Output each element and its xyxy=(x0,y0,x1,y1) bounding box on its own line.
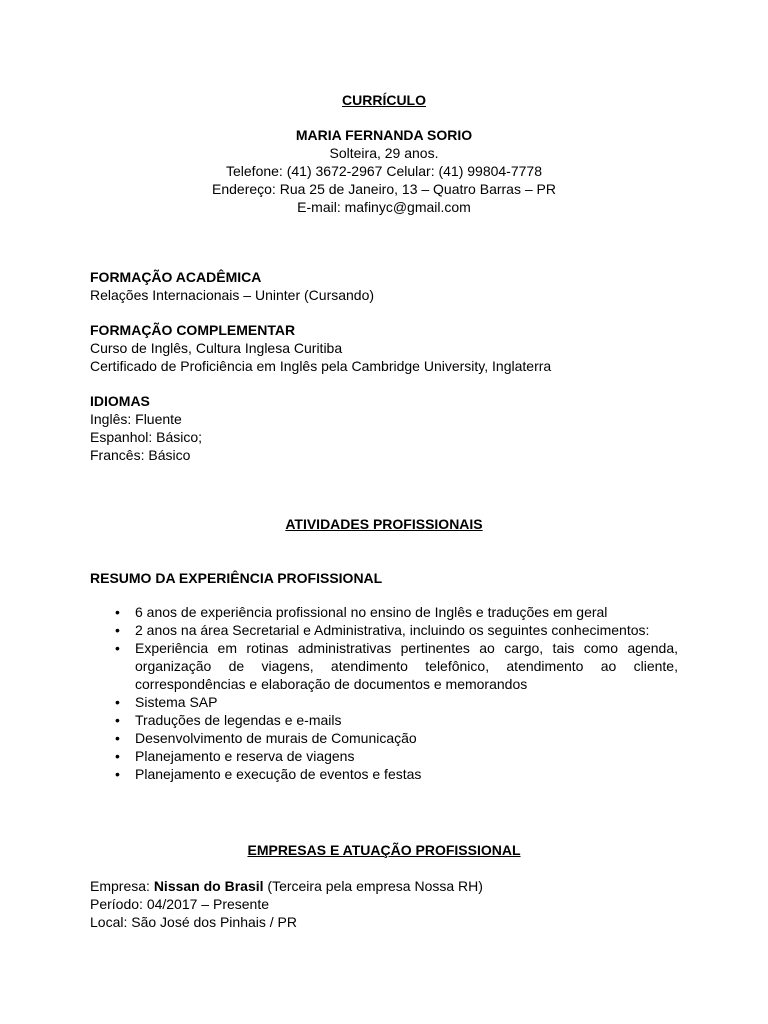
bullet-icon: • xyxy=(115,730,120,746)
bullet-icon: • xyxy=(115,604,120,620)
list-item xyxy=(90,765,678,783)
list-item xyxy=(90,693,678,711)
activities-heading: ATIVIDADES PROFISSIONAIS xyxy=(285,516,483,532)
summary-heading: RESUMO DA EXPERIÊNCIA PROFISSIONAL xyxy=(90,570,383,586)
list-item-text: Experiência em rotinas administrativas pertinentes ao cargo, tais como agenda, organização de viagens, atendimento telefônico, atendimento ao cliente, correspondências e elaboração de documentos e memorandos xyxy=(135,640,678,692)
location-line: Local: São José dos Pinhais / PR xyxy=(90,914,298,930)
language-item: Espanhol: Básico; xyxy=(90,429,203,445)
list-item-text: Sistema SAP xyxy=(135,694,218,710)
list-item xyxy=(90,639,678,693)
phone-line: Telefone: (41) 3672-2967 Celular: (41) 99804-7778 xyxy=(226,163,542,179)
bullet-icon: • xyxy=(115,766,120,782)
list-item-text: 2 anos na área Secretarial e Administrativa, incluindo os seguintes conhecimentos: xyxy=(135,622,650,638)
list-item-text: Desenvolvimento de murais de Comunicação xyxy=(135,730,417,746)
academic-item: Relações Internacionais – Uninter (Cursando) xyxy=(90,287,375,303)
list-item-text: Traduções de legendas e e-mails xyxy=(135,712,342,728)
document-title: CURRÍCULO xyxy=(342,92,426,108)
company-label: Empresa: xyxy=(90,878,154,894)
candidate-name: MARIA FERNANDA SORIO xyxy=(295,127,473,143)
list-item-text: Planejamento e reserva de viagens xyxy=(135,748,355,764)
bullet-icon: • xyxy=(115,622,120,638)
complementary-item: Curso de Inglês, Cultura Inglesa Curitiba xyxy=(90,340,343,356)
bullet-icon: • xyxy=(115,712,120,728)
language-item: Inglês: Fluente xyxy=(90,411,182,427)
address-line: Endereço: Rua 25 de Janeiro, 13 – Quatro Barras – PR xyxy=(212,181,556,197)
bullet-icon: • xyxy=(115,748,120,764)
list-item-text: 6 anos de experiência profissional no ensino de Inglês e traduções em geral xyxy=(135,604,608,620)
bullet-icon: • xyxy=(115,694,120,710)
company-line xyxy=(90,877,483,895)
period-line: Período: 04/2017 – Presente xyxy=(90,896,270,912)
company-name: Nissan do Brasil xyxy=(153,878,264,894)
civil-status: Solteira, 29 anos. xyxy=(329,145,439,161)
list-item-text: Planejamento e execução de eventos e festas xyxy=(135,766,422,782)
email-line: E-mail: mafinyc@gmail.com xyxy=(297,199,471,215)
list-item xyxy=(90,747,678,765)
academic-heading: FORMAÇÃO ACADÊMICA xyxy=(90,269,262,285)
bullet-icon: • xyxy=(115,640,120,656)
summary-list xyxy=(90,603,678,783)
language-item: Francês: Básico xyxy=(90,447,191,463)
list-item xyxy=(90,621,678,639)
list-item xyxy=(90,711,678,729)
languages-heading: IDIOMAS xyxy=(90,393,150,409)
list-item xyxy=(90,729,678,747)
list-item xyxy=(90,603,678,621)
companies-heading: EMPRESAS E ATUAÇÃO PROFISSIONAL xyxy=(247,842,521,858)
company-note: (Terceira pela empresa Nossa RH) xyxy=(263,878,483,894)
complementary-heading: FORMAÇÃO COMPLEMENTAR xyxy=(90,322,296,338)
complementary-item: Certificado de Proficiência em Inglês pela Cambridge University, Inglaterra xyxy=(90,358,552,374)
